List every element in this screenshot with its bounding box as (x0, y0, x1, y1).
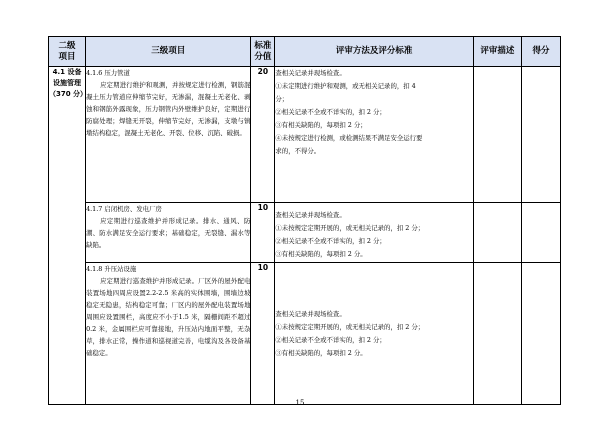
method-line: ②相关记录不全或不详实的，扣 2 分； (275, 108, 386, 116)
item-cell (86, 263, 251, 405)
method-line: 分； (275, 95, 289, 103)
header-level2 (49, 37, 86, 67)
method-line: ④未按规定进行检测，或检测结果不满足安全运行要 (275, 134, 423, 142)
table-row (49, 203, 561, 263)
standard-score: 10 (251, 263, 275, 405)
score-cell (521, 67, 560, 203)
item-cell (86, 67, 251, 203)
header-desc (473, 37, 521, 67)
page-number: 15 (295, 399, 305, 407)
header-level3 (86, 37, 251, 67)
item-body: 应定期进行维护和观测，并按规定进行检测，钢筋混凝土压力管道应伸缩节完好，无渗漏，混凝土无老化、剥蚀和钢筋外露现象，压力钢管内外壁维护良好，定期进行防腐处理；焊缝无开裂，伸缩节完好，无渗漏，支墩与镇墩结构稳定，混凝土无老化、开裂、位移、沉陷、破损。 (86, 81, 251, 137)
category-cell (49, 67, 86, 405)
header-standard-text: 标准 分值 (254, 40, 272, 62)
method-cell (275, 67, 473, 203)
standard-score: 20 (251, 67, 275, 203)
score-cell (521, 263, 560, 405)
method-line: ①未按规定定期开展的，或无相关记录的，扣 2 分； (275, 322, 425, 331)
method-line: ①未按规定定期开展的，或无相关记录的，扣 2 分； (275, 224, 425, 232)
method-line: ③有相关缺陷的，每项扣 2 分。 (275, 250, 367, 258)
category-text: 4.1 设备 设施管理 （370 分） (49, 68, 88, 98)
method-line: 查相关记录并现场检查。 (275, 309, 346, 318)
review-desc-cell (473, 67, 521, 203)
assessment-table (48, 36, 561, 405)
score-cell (521, 203, 560, 263)
method-line: ②相关记录不全或不详实的，扣 2 分； (275, 237, 386, 245)
header-method-text: 评审方法及评分标准 (335, 46, 413, 56)
header-row (49, 37, 561, 67)
method-line: 查相关记录并现场检查。 (275, 69, 346, 77)
header-score (521, 37, 560, 67)
item-cell (86, 203, 251, 263)
method-line: 查相关记录并现场检查。 (275, 211, 346, 219)
item-title: 4.1.8 升压站设施 (86, 265, 137, 273)
header-level3-text: 三级项目 (151, 46, 186, 56)
table-row (49, 67, 561, 203)
item-title: 4.1.7 启闭机房、发电厂房 (86, 205, 162, 213)
method-line: 求的，不得分。 (275, 147, 321, 155)
review-desc-cell (473, 263, 521, 405)
header-standard (251, 37, 275, 67)
item-body: 应定期进行巡查维护并形成记录。厂区外的屋外配电装置场地四周应设置2.2-2.5 米高的实体围墙，围墙边坡稳定无隐患，结构稳定可靠；厂区内的屋外配电装置场地周围应设置围栏，高度应不小于1.5 米，隔栅间距不超过 0.2 米，金属围栏应可靠接地，升压站内地面平整，无杂草，排水正常，操作道和巡视道完善，电缆沟及各设备基础稳定。 (86, 277, 251, 357)
method-cell (275, 263, 473, 405)
header-level2-text: 二级 项目 (58, 40, 76, 62)
method-line: ①未定期进行维护和观测，或无相关记录的，扣 4 (275, 82, 416, 90)
review-desc-cell (473, 203, 521, 263)
table-row (49, 263, 561, 405)
item-title: 4.1.6 压力管道 (86, 69, 130, 77)
header-desc-text: 评审描述 (480, 46, 515, 56)
method-cell (275, 203, 473, 263)
method-line: ③有相关缺陷的，每项扣 2 分； (275, 121, 367, 129)
header-method (275, 37, 473, 67)
method-line: ③有相关缺陷的，每项扣 2 分。 (275, 348, 367, 357)
method-line: ②相关记录不全或不详实的，扣 2 分； (275, 335, 386, 344)
header-score-text: 得分 (532, 46, 550, 56)
item-body: 应定期进行巡查维护并形成记录。排水、通风、防潮、防水满足安全运行要求；基础稳定，无裂缝、漏水等缺陷。 (86, 217, 251, 249)
standard-score: 10 (251, 203, 275, 263)
